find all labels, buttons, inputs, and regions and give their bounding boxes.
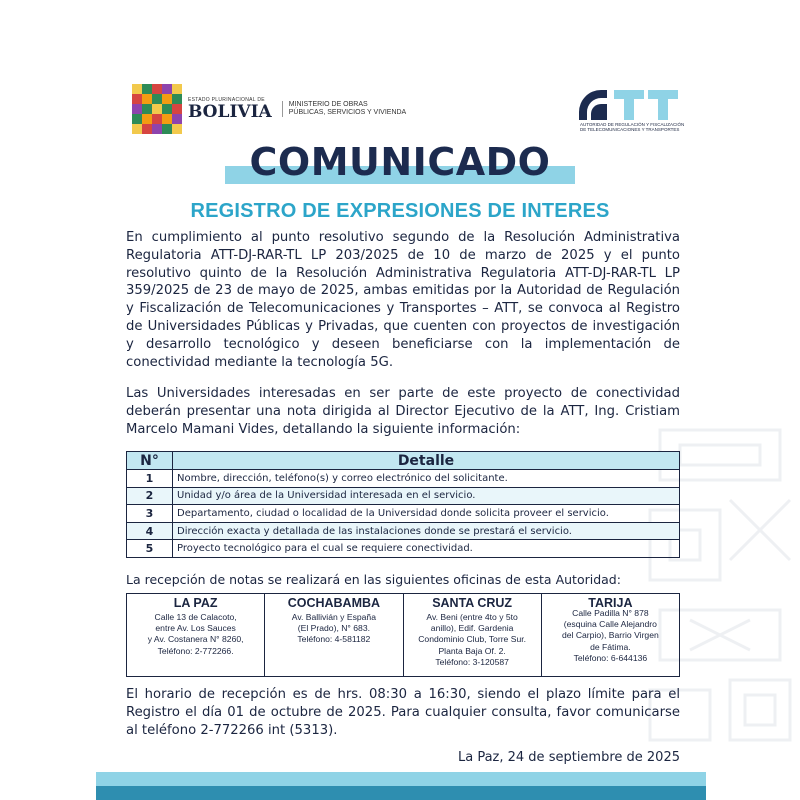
row-detail: Unidad y/o área de la Universidad interesada en el servicio. <box>173 487 680 505</box>
office-address: Calle Padilla N° 878 (esquina Calle Alejandro del Carpio), Barrio Virgen de Fátima. Teléfono: 6-644136 <box>561 608 659 663</box>
row-number: 3 <box>127 505 173 523</box>
table-row <box>127 470 680 488</box>
paragraph-offices-intro: La recepción de notas se realizará en las siguientes oficinas de esta Autoridad: <box>126 572 621 587</box>
table-row <box>127 540 680 558</box>
table-row <box>127 505 680 523</box>
details-table <box>126 451 680 558</box>
paragraph-intro: En cumplimiento al punto resolutivo segundo de la Resolución Administrativa Regulatoria ATT-DJ-RAR-TL LP 203/2025 de 10 de marzo de 2025 y el punto resolutivo quinto de la Resolución Administrativa Regulatoria ATT-DJ-RAR-TL LP 359/2025 de 23 de mayo de 2025, ambas emitidas por la Autoridad de Regulación y Fiscalización de Telecomunicaciones y Transportes – ATT, se convoca al Registro de Universidades Públicas y Privadas, que cuenten con proyectos de investigación y desarrollo tecnológico y deseen beneficiarse con la implementación de conectividad mediante la tecnología 5G. <box>126 230 680 370</box>
office-la-paz <box>127 594 265 676</box>
office-name: COCHABAMBA <box>287 596 381 610</box>
page-subtitle: REGISTRO DE EXPRESIONES DE INTERES <box>190 200 610 222</box>
office-santa-cruz <box>404 594 542 676</box>
ministry-line-1: MINISTERIO DE OBRAS <box>288 101 368 108</box>
column-header-detail: Detalle <box>173 452 680 470</box>
table-row <box>127 487 680 505</box>
row-number: 2 <box>127 487 173 505</box>
office-address: Calle 13 de Calacoto, entre Av. Los Sauces y Av. Costanera N° 8260, Teléfono: 2-772266. <box>147 612 244 656</box>
bolivia-wordmark <box>188 97 272 121</box>
office-cochabamba <box>265 594 403 676</box>
att-subtitle-line-1: AUTORIDAD DE REGULACIÓN Y FISCALIZACIÓN <box>580 122 685 127</box>
office-tarija <box>542 594 679 676</box>
att-subtitle-line-2: DE TELECOMUNICACIONES Y TRANSPORTES <box>580 127 680 132</box>
signature-date: La Paz, 24 de septiembre de 2025 <box>457 750 680 765</box>
bolivia-small-text: ESTADO PLURINACIONAL DE <box>188 97 265 103</box>
table-row <box>127 522 680 540</box>
column-header-number: N° <box>127 452 173 470</box>
row-detail: Nombre, dirección, teléfono(s) y correo electrónico del solicitante. <box>173 470 680 488</box>
government-header <box>132 84 406 134</box>
row-number: 5 <box>127 540 173 558</box>
offices-table <box>126 593 680 677</box>
page-title: COMUNICADO <box>249 140 551 184</box>
paragraph-schedule: El horario de recepción es de hrs. 08:30 a 16:30, siendo el plazo límite para el Registro el día 01 de octubre de 2025. Para cualquier consulta, favor comunicarse al teléfono 2-772266 int (5313). <box>126 687 680 738</box>
row-detail: Proyecto tecnológico para el cual se requiere conectividad. <box>173 540 680 558</box>
office-address: Av. Beni (entre 4to y 5to anillo), Edif. Gardenia Condominio Club, Torre Sur. Planta Baja Of. 2. Teléfono: 3-120587 <box>418 612 527 667</box>
row-detail: Departamento, ciudad o localidad de la Universidad donde solicita proveer el servicio. <box>173 505 680 523</box>
bolivia-big-text: BOLIVIA <box>188 102 272 122</box>
row-number: 4 <box>127 522 173 540</box>
office-name: LA PAZ <box>173 596 218 610</box>
office-name: TARIJA <box>588 596 633 610</box>
paragraph-requirements: Las Universidades interesadas en ser parte de este proyecto de conectividad deberán presentar una nota dirigida al Director Ejecutivo de la ATT, Ing. Cristiam Marcelo Mamani Vides, detallando la siguiente información: <box>126 386 680 437</box>
office-name: SANTA CRUZ <box>432 596 513 610</box>
table-header-row <box>127 452 680 470</box>
row-number: 1 <box>127 470 173 488</box>
office-address: Av. Ballivián y España (El Prado), N° 683. Teléfono: 4-581182 <box>291 612 376 645</box>
ministry-line-2: PÚBLICAS, SERVICIOS Y VIVIENDA <box>288 109 407 116</box>
footer-bar-dark <box>96 786 706 800</box>
row-detail: Dirección exacta y detallada de las instalaciones donde se prestará el servicio. <box>173 522 680 540</box>
att-subtitle <box>580 122 690 132</box>
bolivia-emblem-icon <box>132 84 182 134</box>
ministry-name <box>282 101 407 117</box>
